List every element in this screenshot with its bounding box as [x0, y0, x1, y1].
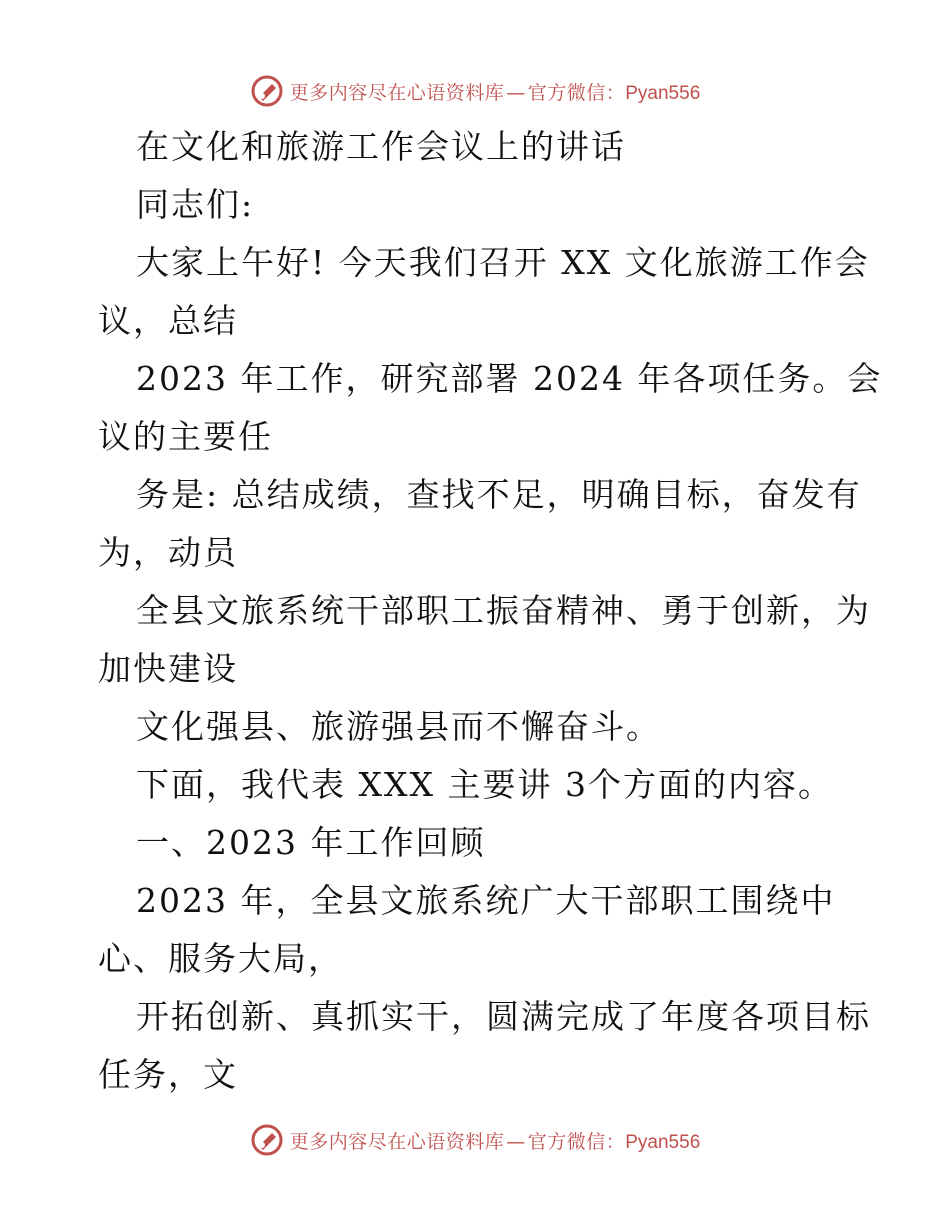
watermark-text: 更多内容尽在心语资料库 — 官方微信：Pyan556	[289, 81, 701, 104]
paragraph-line: 议，总结	[98, 301, 238, 340]
paragraph-line: 务是: 总结成绩，查找不足，明确目标，奋发有	[136, 475, 862, 514]
seal-logo-icon	[250, 74, 284, 108]
paragraph-line: 心、服务大局，	[98, 939, 343, 978]
paragraph-line: 下面，我代表 XXX 主要讲 3个方面的内容。	[136, 765, 833, 804]
watermark-footer	[0, 1120, 950, 1160]
salutation: 同志们:	[136, 185, 255, 224]
paragraph-line: 文化强县、旅游强县而不懈奋斗。	[136, 707, 661, 746]
document-title: 在文化和旅游工作会议上的讲话	[136, 127, 626, 166]
watermark-header	[0, 71, 950, 111]
paragraph-line: 全县文旅系统干部职工振奋精神、勇于创新，为	[136, 591, 871, 630]
paragraph-line: 任务，文	[98, 1055, 238, 1094]
section-heading: 一、2023 年工作回顾	[136, 823, 486, 862]
seal-logo-icon	[250, 1123, 284, 1157]
paragraph-line: 为，动员	[98, 533, 238, 572]
paragraph-line: 开拓创新、真抓实干，圆满完成了年度各项目标	[136, 997, 871, 1036]
paragraph-line: 2023 年工作，研究部署 2024 年各项任务。会	[136, 359, 883, 398]
paragraph-line: 大家上午好! 今天我们召开 XX 文化旅游工作会	[136, 243, 870, 282]
paragraph-line: 议的主要任	[98, 417, 273, 456]
watermark-text: 更多内容尽在心语资料库 — 官方微信：Pyan556	[289, 1130, 701, 1153]
paragraph-line: 加快建设	[98, 649, 238, 688]
paragraph-line: 2023 年，全县文旅系统广大干部职工围绕中	[136, 881, 836, 920]
